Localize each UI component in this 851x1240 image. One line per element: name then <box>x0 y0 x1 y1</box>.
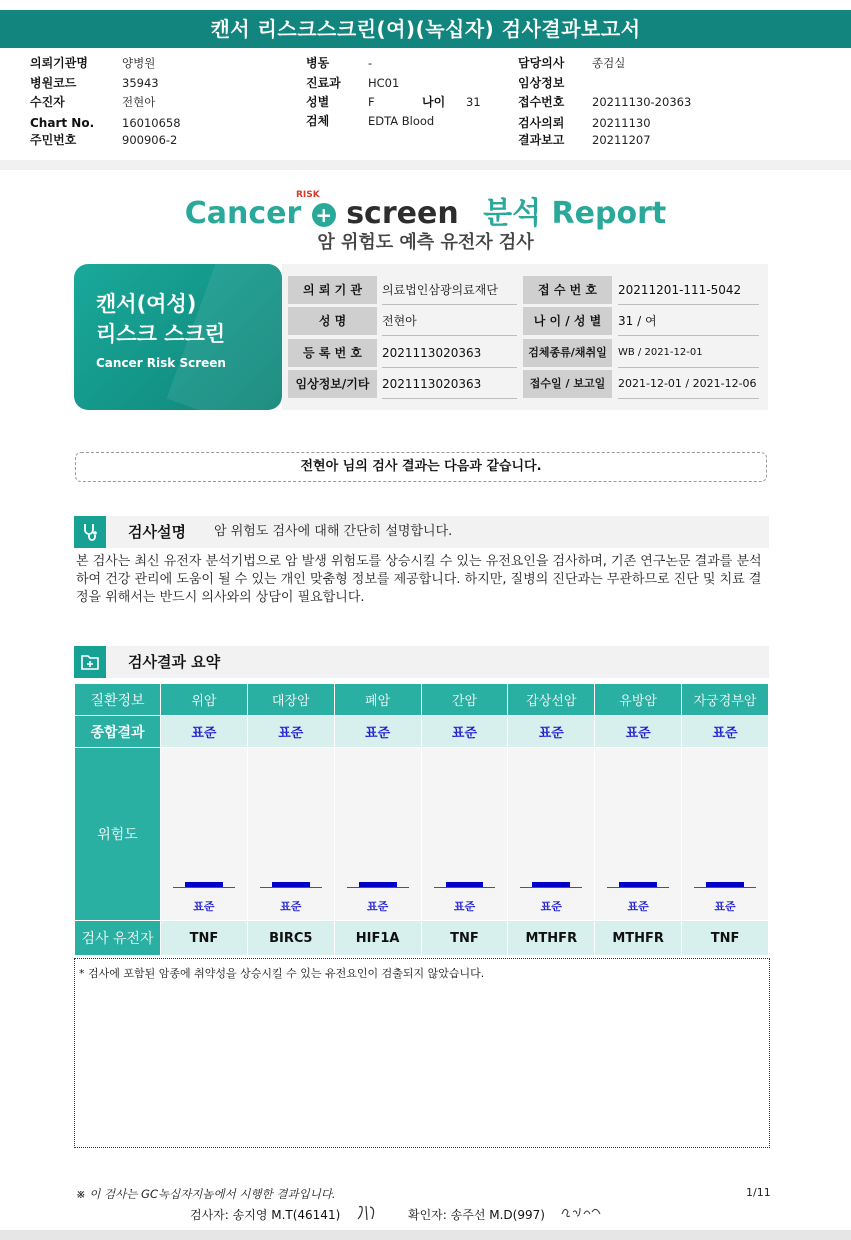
risk-bar <box>359 882 397 887</box>
result-notice: 전현아 님의 검사 결과는 다음과 같습니다. <box>75 452 767 482</box>
risk-label: 표준 <box>453 900 476 913</box>
info-label: 접 수 번 호 <box>523 276 612 304</box>
header-label: 임상정보 <box>518 76 565 90</box>
gene-name: TNF <box>682 921 769 956</box>
result-value: 표준 <box>595 716 682 748</box>
info-label: 등 록 번 호 <box>288 339 377 367</box>
info-label: 의 뢰 기 관 <box>288 276 377 304</box>
risk-baseline <box>173 887 235 888</box>
risk-baseline <box>607 887 669 888</box>
result-value: 표준 <box>682 716 769 748</box>
risk-bar <box>706 882 744 887</box>
info-label: 성 명 <box>288 307 377 335</box>
risk-label: 표준 <box>540 900 562 913</box>
header-label: 주민번호 <box>30 133 77 147</box>
description-paragraph: 본 검사는 최신 유전자 분석기법으로 암 발생 위험도를 상승시킬 수 있는 유전요인을 검사하며, 기존 연구논문 결과를 분석하여 건강 관리에 도움이 될 수 있는 개인 맞춤형 정보를 제공합니다. 하지만, 질병의 진단과는 무관하므로 진단 및 치료 결정을 위해서는 반드시 의사와의 상담이 필요합니다. <box>76 554 762 605</box>
header-value: 전현아 <box>122 95 156 109</box>
table-row <box>75 748 769 921</box>
risk-label: 표준 <box>193 900 215 913</box>
cancer-type: 폐암 <box>334 684 421 716</box>
section-title: 검사설명 <box>128 523 186 541</box>
cancer-type: 유방암 <box>595 684 682 716</box>
info-value: 31 / 여 <box>618 307 759 336</box>
header-value: 31 <box>466 95 481 109</box>
header-label: 나이 <box>422 95 446 109</box>
product-card <box>74 264 282 410</box>
header-label: 성별 <box>306 95 330 109</box>
report-title: 캔서 리스크스크린(여)(녹십자) 검사결과보고서 <box>0 10 851 48</box>
footer-statement: ※ 이 검사는 GC녹십자지놈에서 시행한 결과입니다. <box>76 1187 336 1201</box>
section-desc: 암 위험도 검사에 대해 간단히 설명합니다. <box>214 524 453 539</box>
table-row <box>75 716 769 748</box>
header-label: 결과보고 <box>518 133 565 147</box>
result-value: 표준 <box>161 716 248 748</box>
header-label: 병동 <box>306 56 330 70</box>
page-number: 1/11 <box>746 1186 771 1199</box>
card-line2: 리스크 스크린 <box>96 322 226 346</box>
cancer-type: 자궁경부암 <box>682 684 769 716</box>
cancer-type: 갑상선암 <box>508 684 595 716</box>
info-value: 의료법인삼광의료재단 <box>382 276 517 305</box>
risk-baseline <box>694 887 756 888</box>
cancer-type: 간암 <box>421 684 508 716</box>
info-value: 2021-12-01 / 2021-12-06 <box>618 370 759 399</box>
brand-report: 분석 Report <box>483 196 667 231</box>
gene-name: TNF <box>421 921 508 956</box>
risk-cell <box>682 748 769 921</box>
header-value: 양병원 <box>122 56 156 70</box>
gene-name: BIRC5 <box>247 921 334 956</box>
row-label: 종합결과 <box>75 716 161 748</box>
brand-logo <box>0 188 851 232</box>
header-value: 35943 <box>122 76 159 90</box>
header-label: 의뢰기관명 <box>30 56 88 70</box>
risk-cell <box>595 748 682 921</box>
risk-cell <box>421 748 508 921</box>
risk-label: 표준 <box>366 900 389 913</box>
risk-label: 표준 <box>714 900 736 913</box>
section-divider <box>0 160 851 170</box>
examiner-signature <box>356 1204 380 1226</box>
info-value: 20211201-111-5042 <box>618 276 759 305</box>
risk-bar <box>185 882 223 887</box>
row-label: 위험도 <box>75 748 161 921</box>
header-label: Chart No. <box>30 116 95 130</box>
plus-icon: + <box>312 203 336 227</box>
cancer-type: 위암 <box>161 684 248 716</box>
table-row <box>75 921 769 956</box>
note-text: * 검사에 포함된 암종에 취약성을 상승시킬 수 있는 유전요인이 검출되지 않았습니다. <box>79 967 485 980</box>
result-value: 표준 <box>421 716 508 748</box>
row-label: 질환정보 <box>75 684 161 716</box>
risk-baseline <box>520 887 582 888</box>
section-description-header <box>74 516 769 548</box>
header-info <box>0 54 851 154</box>
header-label: 접수번호 <box>518 95 565 109</box>
gene-name: TNF <box>161 921 248 956</box>
header-value: 900906-2 <box>122 133 178 147</box>
header-value: 20211207 <box>592 133 651 147</box>
info-label: 임상정보/기타 <box>288 370 377 398</box>
header-value: - <box>368 56 373 70</box>
header-value: EDTA Blood <box>368 114 435 128</box>
info-label: 검체종류/채취일 <box>523 339 612 367</box>
brand-risk: RISK <box>296 190 320 200</box>
header-value: 20211130-20363 <box>592 95 692 109</box>
note-box <box>74 958 770 1148</box>
info-value: 2021113020363 <box>382 339 517 368</box>
header-label: 진료과 <box>306 76 341 90</box>
row-label: 검사 유전자 <box>75 921 161 956</box>
risk-bar <box>532 882 570 887</box>
header-label: 담당의사 <box>518 56 565 70</box>
section-summary-header <box>74 646 769 678</box>
results-table <box>74 683 769 956</box>
brand-cancer: Cancer <box>184 196 302 231</box>
brand-screen: screen <box>346 196 459 231</box>
header-value: F <box>368 95 375 109</box>
stethoscope-icon <box>74 516 106 548</box>
info-label: 접수일 / 보고일 <box>523 370 612 398</box>
risk-bar <box>619 882 657 887</box>
gene-name: MTHFR <box>508 921 595 956</box>
header-label: 검체 <box>306 114 330 128</box>
header-label: 병원코드 <box>30 76 77 90</box>
header-value: 20211130 <box>592 116 651 130</box>
cancer-type: 대장암 <box>247 684 334 716</box>
bottom-bar <box>0 1230 851 1240</box>
table-row <box>75 684 769 716</box>
header-value: 16010658 <box>122 116 181 130</box>
info-value: WB / 2021-12-01 <box>618 339 759 368</box>
card-line1: 캔서(여성) <box>96 292 197 316</box>
info-value: 2021113020363 <box>382 370 517 399</box>
folder-plus-icon <box>74 646 106 678</box>
header-value: HC01 <box>368 76 400 90</box>
section-title: 검사결과 요약 <box>128 653 221 671</box>
result-value: 표준 <box>334 716 421 748</box>
header-value: 종검실 <box>592 56 626 70</box>
confirmer-signature <box>560 1204 604 1224</box>
confirmer: 확인자: 송주선 M.D(997) <box>408 1208 545 1222</box>
risk-bar <box>446 882 484 887</box>
examiner: 검사자: 송지영 M.T(46141) <box>190 1208 341 1222</box>
risk-cell <box>508 748 595 921</box>
page-subtitle: 암 위험도 예측 유전자 검사 <box>317 232 534 253</box>
risk-cell <box>161 748 248 921</box>
patient-info-box <box>282 264 768 410</box>
info-label: 나 이 / 성 별 <box>523 307 612 335</box>
risk-baseline <box>434 887 496 888</box>
header-label: 수진자 <box>30 95 65 109</box>
risk-label: 표준 <box>627 900 649 913</box>
risk-cell <box>247 748 334 921</box>
risk-label: 표준 <box>280 900 302 913</box>
info-value: 전현아 <box>382 307 517 336</box>
gene-name: MTHFR <box>595 921 682 956</box>
gene-name: HIF1A <box>334 921 421 956</box>
result-value: 표준 <box>508 716 595 748</box>
risk-baseline <box>260 887 322 888</box>
risk-bar <box>272 882 310 887</box>
result-value: 표준 <box>247 716 334 748</box>
risk-cell <box>334 748 421 921</box>
risk-baseline <box>347 887 409 888</box>
card-line3: Cancer Risk Screen <box>96 356 226 370</box>
header-label: 검사의뢰 <box>518 116 565 130</box>
